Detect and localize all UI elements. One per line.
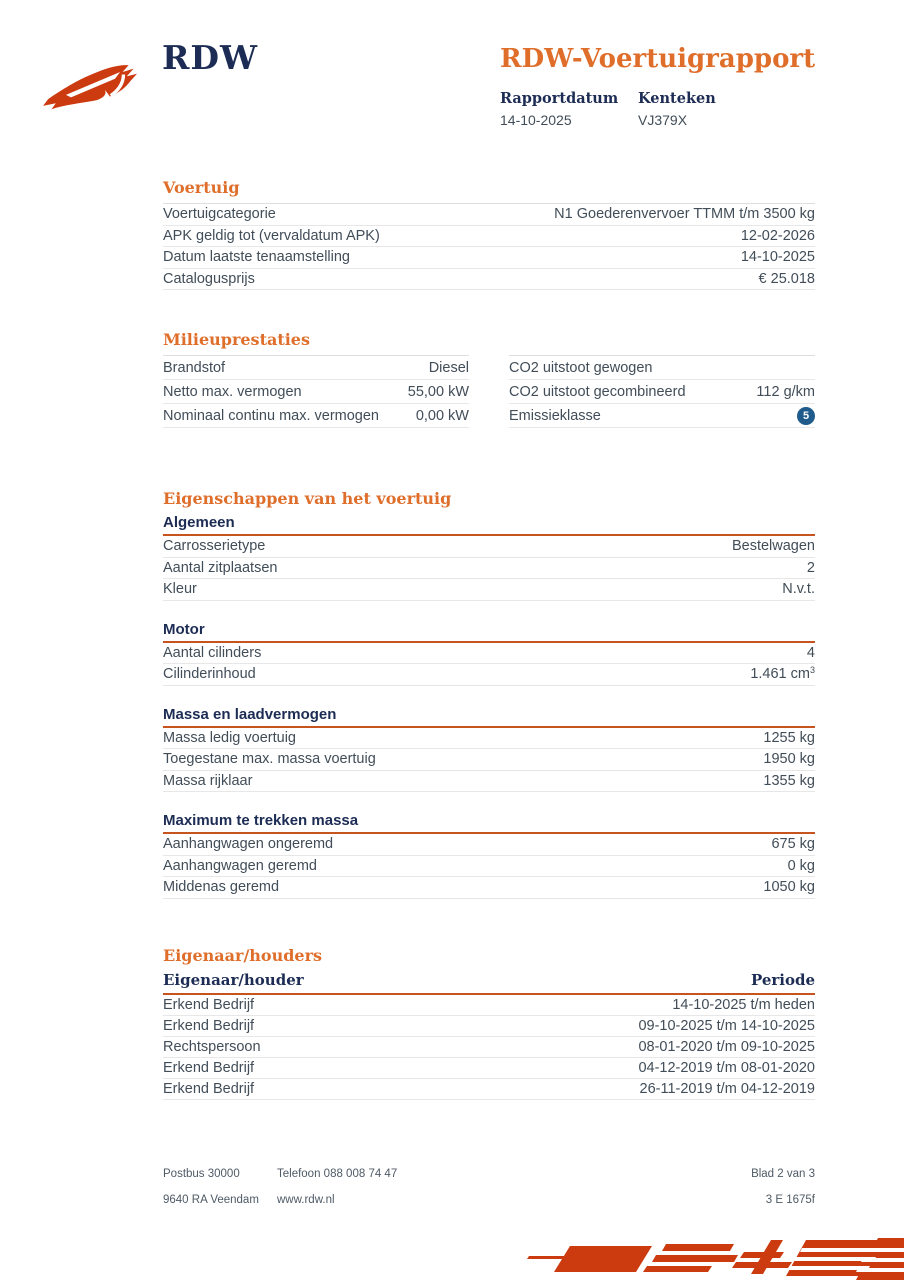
table-row xyxy=(163,1016,815,1037)
table-row xyxy=(163,664,815,686)
table-row xyxy=(163,579,815,601)
row-value: 14-10-2025 xyxy=(740,249,815,266)
row-value: 1050 kg xyxy=(763,879,815,896)
milieu-right-column xyxy=(509,355,815,428)
table-row xyxy=(163,834,815,856)
row-label: Brandstof xyxy=(163,359,226,376)
table-row xyxy=(163,1058,815,1079)
section-heading: Milieuprestaties xyxy=(163,330,310,349)
table-row xyxy=(163,643,815,665)
row-value: 0,00 kW xyxy=(415,407,469,424)
row-label: Voertuigcategorie xyxy=(163,206,276,223)
row-label: Middenas geremd xyxy=(163,879,280,896)
subsection-algemeen xyxy=(163,514,815,601)
subsection-motor xyxy=(163,621,815,686)
owner-name: Rechtspersoon xyxy=(163,1039,261,1055)
row-value: Bestelwagen xyxy=(731,538,815,555)
report-header xyxy=(500,44,816,128)
kenteken-value: VJ379X xyxy=(638,112,688,128)
table-row xyxy=(163,995,815,1016)
row-label: Emissieklasse xyxy=(509,407,601,424)
footer-website: www.rdw.nl xyxy=(277,1194,335,1206)
row-label: Netto max. vermogen xyxy=(163,383,302,400)
section-eigenschappen xyxy=(163,489,815,899)
superscript-exponent: 3 xyxy=(809,665,815,676)
row-value: 2 xyxy=(806,559,815,576)
page-indicator: Blad 2 van 3 xyxy=(751,1168,815,1180)
table-row xyxy=(163,877,815,899)
row-value: 675 kg xyxy=(771,836,815,853)
owner-period: 14-10-2025 t/m heden xyxy=(672,997,815,1013)
row-label: Carrosserietype xyxy=(163,538,266,555)
form-code: 3 E 1675f xyxy=(765,1194,815,1206)
subsection-title: Algemeen xyxy=(163,514,815,536)
owner-name: Erkend Bedrijf xyxy=(163,997,255,1013)
milieu-left-column xyxy=(163,355,469,428)
table-row xyxy=(163,356,469,380)
table-row xyxy=(163,404,469,428)
rdw-logo-wordmark: RDW xyxy=(162,38,259,77)
row-label: Aanhangwagen ongeremd xyxy=(163,836,334,853)
row-label: Aantal cilinders xyxy=(163,644,262,661)
table-row xyxy=(163,269,815,291)
table-row xyxy=(163,380,469,404)
table-row xyxy=(163,771,815,793)
table-row xyxy=(163,226,815,248)
row-value: 12-02-2026 xyxy=(740,227,815,244)
owner-name: Erkend Bedrijf xyxy=(163,1018,255,1034)
table-row xyxy=(509,380,815,404)
column-header-period: Periode xyxy=(750,971,815,989)
row-label: Massa rijklaar xyxy=(163,772,253,789)
section-heading: Eigenaar/houders xyxy=(163,946,323,965)
owner-name: Erkend Bedrijf xyxy=(163,1060,255,1076)
report-date-block xyxy=(500,90,638,128)
owner-period: 08-01-2020 t/m 09-10-2025 xyxy=(638,1039,815,1055)
column-header-owner: Eigenaar/houder xyxy=(163,971,304,989)
row-value: N1 Goederenvervoer TTMM t/m 3500 kg xyxy=(554,206,815,223)
section-heading: Eigenschappen van het voertuig xyxy=(163,489,452,508)
row-label: CO2 uitstoot gecombineerd xyxy=(509,383,686,400)
row-label: Cilinderinhoud xyxy=(163,666,256,683)
table-row xyxy=(163,204,815,226)
row-value: Diesel xyxy=(428,359,469,376)
row-label: Massa ledig voertuig xyxy=(163,729,296,746)
section-milieuprestaties xyxy=(163,330,815,428)
row-label: Aanhangwagen geremd xyxy=(163,857,317,874)
kenteken-label: Kenteken xyxy=(638,90,716,107)
row-value: 1255 kg xyxy=(763,729,815,746)
row-value: 0 kg xyxy=(787,857,815,874)
row-label: Datum laatste tenaamstelling xyxy=(163,249,350,266)
table-row xyxy=(163,247,815,269)
page-footer xyxy=(163,1168,815,1220)
subsection-title: Maximum te trekken massa xyxy=(163,812,815,834)
rdw-wing-swoosh-icon xyxy=(36,50,150,116)
row-value: 112 g/km xyxy=(756,383,815,400)
report-date-value: 14-10-2025 xyxy=(500,112,572,128)
row-label: Toegestane max. massa voertuig xyxy=(163,751,376,768)
owner-period: 26-11-2019 t/m 04-12-2019 xyxy=(639,1081,815,1097)
speed-stripes-graphic xyxy=(506,1230,904,1280)
row-label: Nominaal continu max. vermogen xyxy=(163,407,379,424)
section-voertuig xyxy=(163,178,815,290)
row-value: € 25.018 xyxy=(758,270,815,287)
row-value: 55,00 kW xyxy=(407,383,469,400)
table-row xyxy=(163,728,815,750)
subsection-title: Massa en laadvermogen xyxy=(163,706,815,728)
row-value: 4 xyxy=(806,644,815,661)
table-row xyxy=(163,558,815,580)
table-row xyxy=(509,356,815,380)
cylinder-capacity-value: 1.461 cm xyxy=(750,666,810,683)
subsection-title: Motor xyxy=(163,621,815,643)
row-label: Aantal zitplaatsen xyxy=(163,559,278,576)
subsection-trekken xyxy=(163,812,815,899)
emissieklasse-badge: 5 xyxy=(797,407,815,425)
row-label: APK geldig tot (vervaldatum APK) xyxy=(163,227,380,244)
footer-address-line2: 9640 RA Veendam xyxy=(163,1194,259,1206)
row-value: 1355 kg xyxy=(763,772,815,789)
row-value xyxy=(750,666,815,682)
row-label: CO2 uitstoot gewogen xyxy=(509,359,653,376)
row-label: Kleur xyxy=(163,581,197,598)
table-row xyxy=(163,536,815,558)
subsection-massa xyxy=(163,706,815,793)
table-row xyxy=(163,856,815,878)
page-title: RDW-Voertuigrapport xyxy=(500,44,816,74)
section-eigenaar-houders xyxy=(163,946,815,1100)
owner-table-header xyxy=(163,971,815,995)
row-value: 1950 kg xyxy=(763,751,815,768)
section-heading: Voertuig xyxy=(163,178,240,197)
report-date-label: Rapportdatum xyxy=(500,90,619,107)
kenteken-block xyxy=(638,90,776,128)
footer-address-line1: Postbus 30000 xyxy=(163,1168,240,1180)
owner-period: 04-12-2019 t/m 08-01-2020 xyxy=(638,1060,815,1076)
table-row xyxy=(163,1037,815,1058)
table-row xyxy=(163,1079,815,1100)
row-label: Catalogusprijs xyxy=(163,270,255,287)
table-row xyxy=(509,404,815,428)
footer-phone: Telefoon 088 008 74 47 xyxy=(277,1168,398,1180)
owner-name: Erkend Bedrijf xyxy=(163,1081,255,1097)
table-row xyxy=(163,749,815,771)
row-value: N.v.t. xyxy=(782,581,815,598)
owner-period: 09-10-2025 t/m 14-10-2025 xyxy=(638,1018,815,1034)
